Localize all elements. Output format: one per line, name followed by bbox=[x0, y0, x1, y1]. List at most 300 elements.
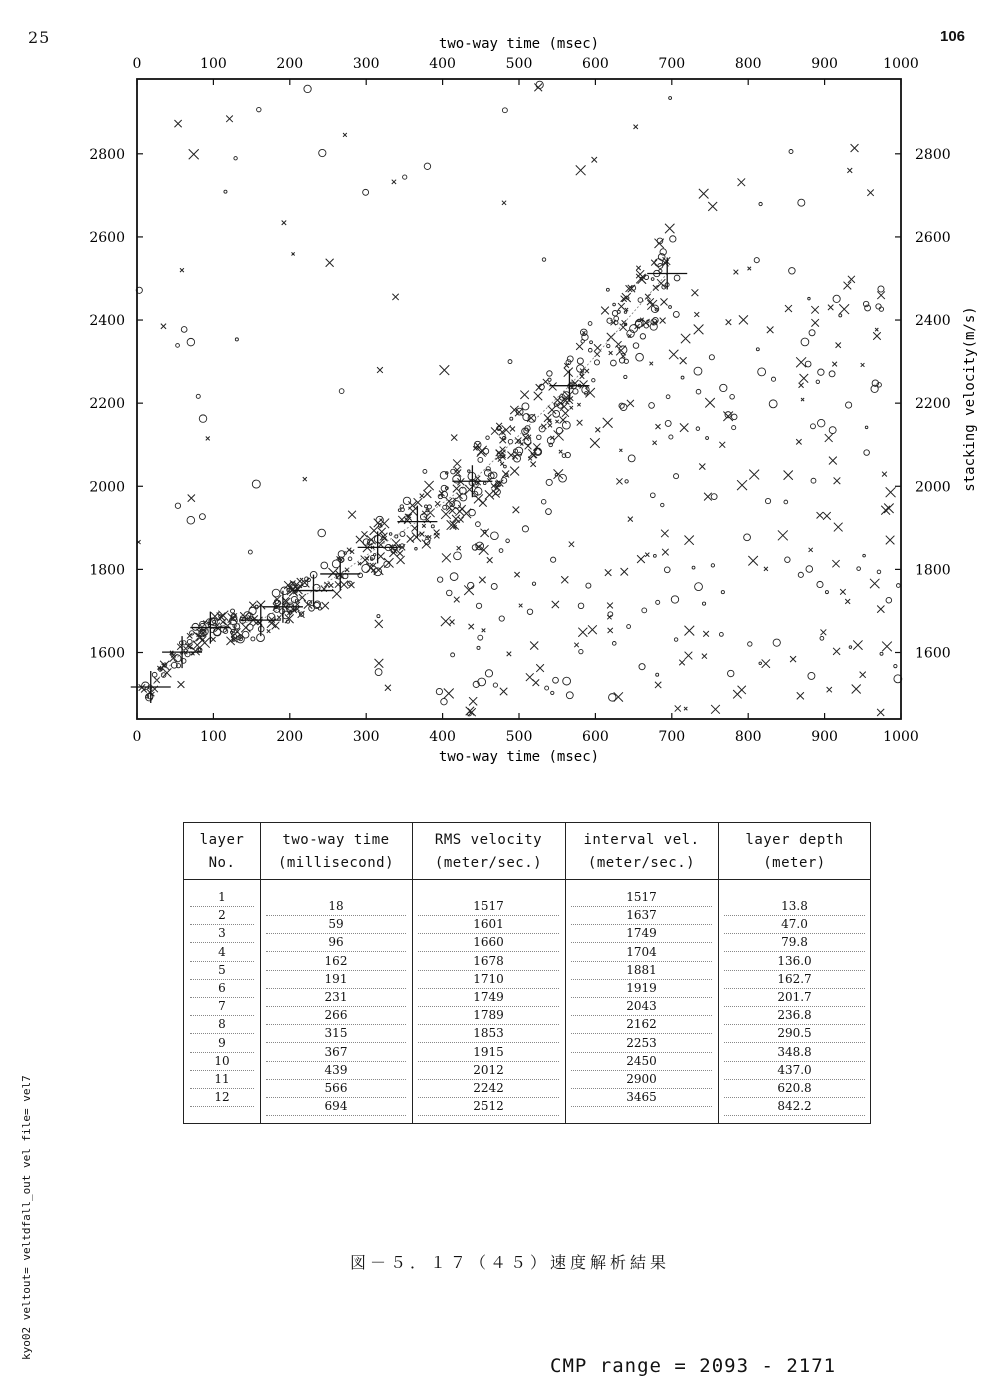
row-dotted-rule bbox=[724, 933, 865, 934]
semblance-marker bbox=[549, 383, 557, 391]
semblance-marker bbox=[548, 423, 552, 427]
semblance-marker bbox=[513, 506, 520, 513]
row-dotted-rule bbox=[418, 988, 559, 989]
y-tick-label: 2000 bbox=[89, 479, 125, 496]
table-cell-layers: 6 bbox=[218, 981, 226, 995]
semblance-marker bbox=[385, 685, 391, 691]
semblance-marker bbox=[886, 487, 896, 497]
semblance-marker bbox=[721, 591, 724, 594]
semblance-marker bbox=[704, 493, 712, 501]
semblance-marker bbox=[486, 436, 490, 440]
semblance-marker bbox=[226, 115, 233, 122]
x-tick-label: 1000 bbox=[883, 729, 919, 745]
semblance-marker bbox=[806, 566, 813, 573]
header-rms: RMS velocity (meter/sec.) bbox=[434, 832, 543, 871]
semblance-marker bbox=[464, 585, 474, 595]
semblance-marker bbox=[669, 97, 672, 100]
semblance-marker bbox=[592, 157, 597, 162]
semblance-marker bbox=[547, 371, 552, 376]
row-dotted-rule bbox=[266, 1006, 406, 1007]
semblance-marker bbox=[435, 501, 440, 506]
row-dotted-rule bbox=[190, 1052, 254, 1053]
semblance-marker bbox=[607, 603, 613, 609]
row-dotted-rule bbox=[190, 979, 254, 980]
semblance-marker bbox=[569, 542, 574, 547]
semblance-marker bbox=[694, 325, 704, 335]
semblance-marker bbox=[534, 84, 542, 92]
x-tick-label: 700 bbox=[658, 729, 686, 745]
semblance-marker bbox=[709, 355, 714, 360]
semblance-marker bbox=[423, 490, 431, 498]
row-dotted-rule bbox=[724, 951, 865, 952]
semblance-marker bbox=[450, 620, 455, 625]
semblance-marker bbox=[852, 684, 861, 693]
semblance-marker bbox=[530, 642, 538, 650]
semblance-marker bbox=[705, 398, 715, 408]
semblance-marker bbox=[586, 583, 591, 588]
semblance-marker bbox=[422, 511, 426, 515]
semblance-marker bbox=[554, 430, 564, 440]
row-dotted-rule bbox=[724, 915, 865, 916]
row-dotted-rule bbox=[724, 970, 865, 971]
x-tick-label: 0 bbox=[132, 56, 142, 72]
table-cell-times: 566 bbox=[324, 1081, 348, 1095]
semblance-marker bbox=[441, 698, 447, 704]
semblance-marker bbox=[392, 180, 396, 184]
row-dotted-rule bbox=[724, 1115, 865, 1116]
semblance-marker bbox=[703, 631, 709, 637]
row-dotted-rule bbox=[190, 1088, 254, 1089]
semblance-marker bbox=[343, 133, 347, 137]
row-dotted-rule bbox=[418, 1006, 559, 1007]
semblance-marker bbox=[326, 259, 334, 267]
semblance-marker bbox=[479, 577, 485, 583]
semblance-marker bbox=[834, 477, 841, 484]
semblance-marker bbox=[211, 637, 216, 642]
velocity-picks bbox=[131, 257, 687, 703]
semblance-marker bbox=[468, 470, 471, 473]
semblance-marker bbox=[576, 165, 586, 175]
semblance-marker bbox=[502, 108, 507, 113]
semblance-marker bbox=[673, 311, 679, 317]
semblance-marker bbox=[520, 391, 528, 399]
x-tick-label: 1000 bbox=[883, 56, 919, 72]
semblance-marker bbox=[510, 467, 519, 476]
semblance-marker bbox=[651, 278, 654, 281]
semblance-marker bbox=[877, 709, 884, 716]
semblance-marker bbox=[845, 599, 850, 604]
table-cell-times: 18 bbox=[328, 899, 344, 913]
semblance-marker bbox=[506, 539, 510, 543]
semblance-marker bbox=[857, 567, 861, 571]
semblance-marker bbox=[478, 635, 483, 640]
semblance-marker bbox=[796, 439, 801, 444]
x-tick-label: 900 bbox=[811, 729, 838, 745]
semblance-marker bbox=[785, 305, 792, 312]
semblance-marker bbox=[491, 427, 498, 434]
table-cell-depth: 620.8 bbox=[777, 1081, 812, 1095]
semblance-marker bbox=[851, 144, 859, 152]
table-cell-depth: 842.2 bbox=[777, 1099, 812, 1114]
semblance-marker bbox=[442, 553, 451, 562]
table-cell-times: 231 bbox=[324, 990, 348, 1004]
semblance-marker bbox=[674, 638, 678, 642]
semblance-marker bbox=[702, 602, 705, 605]
semblance-marker bbox=[799, 383, 804, 388]
semblance-marker bbox=[849, 646, 852, 649]
row-dotted-rule bbox=[571, 906, 712, 907]
row-dotted-rule bbox=[266, 1115, 406, 1116]
semblance-marker bbox=[450, 573, 458, 581]
semblance-marker bbox=[420, 532, 425, 537]
y-tick-label: 1600 bbox=[915, 645, 951, 662]
semblance-marker bbox=[639, 664, 645, 670]
row-dotted-rule bbox=[724, 1061, 865, 1062]
semblance-marker bbox=[823, 512, 831, 520]
semblance-marker bbox=[817, 512, 823, 518]
row-dotted-rule bbox=[724, 1042, 865, 1043]
semblance-marker bbox=[664, 567, 670, 573]
semblance-marker bbox=[267, 629, 271, 633]
semblance-marker bbox=[711, 494, 717, 500]
semblance-marker bbox=[730, 394, 735, 399]
semblance-marker bbox=[748, 556, 758, 566]
table-cell-depth: 201.7 bbox=[777, 990, 812, 1004]
table-cell-rms: 1710 bbox=[473, 971, 504, 986]
semblance-marker bbox=[502, 201, 506, 205]
semblance-marker bbox=[181, 327, 187, 333]
semblance-marker bbox=[711, 564, 714, 567]
semblance-marker bbox=[318, 607, 321, 610]
row-dotted-rule bbox=[190, 924, 254, 925]
semblance-marker bbox=[578, 603, 584, 609]
semblance-marker bbox=[680, 357, 687, 364]
row-dotted-rule bbox=[190, 961, 254, 962]
semblance-marker bbox=[187, 516, 195, 524]
semblance-marker bbox=[590, 438, 600, 448]
semblance-marker bbox=[811, 319, 819, 327]
semblance-marker bbox=[699, 189, 709, 199]
semblance-marker bbox=[829, 371, 835, 377]
semblance-marker bbox=[375, 669, 382, 676]
semblance-marker bbox=[662, 549, 669, 556]
semblance-marker bbox=[551, 691, 554, 694]
semblance-marker bbox=[174, 120, 181, 127]
semblance-marker bbox=[292, 252, 295, 255]
semblance-marker bbox=[348, 511, 356, 519]
semblance-marker bbox=[594, 360, 599, 365]
row-dotted-rule bbox=[724, 1079, 865, 1080]
table-cell-rms: 1517 bbox=[473, 899, 504, 913]
semblance-marker bbox=[477, 446, 486, 455]
semblance-marker bbox=[679, 660, 685, 666]
semblance-marker bbox=[605, 569, 612, 576]
figure-caption: 図－５．１７（４５）速度解析結果 bbox=[350, 1253, 671, 1272]
semblance-marker bbox=[304, 85, 311, 92]
semblance-marker bbox=[377, 367, 383, 373]
row-dotted-rule bbox=[190, 906, 254, 907]
semblance-marker bbox=[732, 414, 738, 420]
row-dotted-rule bbox=[418, 1042, 559, 1043]
semblance-marker bbox=[570, 406, 573, 409]
semblance-marker bbox=[739, 315, 748, 324]
semblance-marker bbox=[272, 622, 280, 630]
semblance-marker bbox=[621, 568, 628, 575]
semblance-marker bbox=[809, 330, 815, 336]
semblance-marker bbox=[870, 579, 879, 588]
semblance-marker bbox=[199, 514, 205, 520]
table-cell-depth: 437.0 bbox=[777, 1062, 812, 1077]
plot-frame bbox=[137, 79, 901, 719]
table-cell-interval: 1704 bbox=[626, 944, 657, 959]
semblance-marker bbox=[577, 358, 583, 364]
semblance-marker bbox=[651, 260, 657, 266]
semblance-marker bbox=[660, 318, 666, 324]
table-cell-rms: 1749 bbox=[473, 990, 504, 1004]
semblance-marker bbox=[375, 620, 383, 628]
row-dotted-rule bbox=[571, 1106, 712, 1107]
semblance-marker bbox=[574, 643, 578, 647]
semblance-marker bbox=[601, 307, 609, 315]
semblance-marker bbox=[594, 344, 601, 351]
semblance-marker bbox=[878, 286, 884, 292]
semblance-marker bbox=[446, 590, 452, 596]
table-cell-depth: 348.8 bbox=[777, 1044, 812, 1059]
table-cell-interval: 1517 bbox=[626, 890, 657, 904]
row-dotted-rule bbox=[571, 1052, 712, 1053]
semblance-marker bbox=[548, 406, 556, 414]
semblance-marker bbox=[624, 375, 627, 378]
semblance-marker bbox=[498, 458, 502, 462]
semblance-marker bbox=[455, 507, 464, 516]
semblance-marker bbox=[666, 395, 670, 399]
semblance-marker bbox=[356, 536, 363, 543]
semblance-marker bbox=[457, 546, 461, 550]
semblance-marker bbox=[544, 414, 552, 422]
header-depth: layer depth (meter) bbox=[745, 832, 844, 871]
semblance-marker bbox=[224, 190, 227, 193]
table-cell-layers: 1 bbox=[218, 890, 226, 904]
row-dotted-rule bbox=[266, 1097, 406, 1098]
semblance-marker bbox=[453, 459, 461, 467]
semblance-marker bbox=[638, 298, 643, 303]
semblance-marker bbox=[437, 577, 442, 582]
semblance-marker bbox=[711, 705, 720, 714]
semblance-marker bbox=[801, 398, 804, 401]
cmp-range: CMP range = 2093 - 2171 bbox=[550, 1355, 837, 1377]
x-tick-label: 200 bbox=[276, 729, 304, 745]
semblance-marker bbox=[798, 199, 805, 206]
row-dotted-rule bbox=[418, 1115, 559, 1116]
semblance-marker bbox=[726, 319, 732, 325]
semblance-marker bbox=[653, 285, 659, 291]
semblance-marker bbox=[319, 149, 326, 156]
semblance-marker bbox=[719, 632, 723, 636]
semblance-marker bbox=[759, 662, 762, 665]
semblance-marker bbox=[771, 377, 775, 381]
row-dotted-rule bbox=[418, 933, 559, 934]
x-tick-label: 400 bbox=[429, 729, 456, 745]
semblance-marker bbox=[817, 581, 823, 587]
semblance-marker bbox=[545, 686, 549, 690]
semblance-marker bbox=[702, 654, 707, 659]
semblance-marker bbox=[472, 545, 478, 551]
semblance-marker bbox=[469, 697, 477, 705]
semblance-marker bbox=[886, 536, 895, 545]
semblance-marker bbox=[424, 481, 433, 490]
semblance-marker bbox=[423, 469, 427, 473]
semblance-marker bbox=[588, 348, 592, 352]
semblance-marker bbox=[318, 529, 326, 537]
semblance-marker bbox=[363, 189, 369, 195]
x-tick-label: 600 bbox=[582, 729, 609, 745]
semblance-marker bbox=[375, 659, 384, 668]
semblance-marker bbox=[585, 369, 589, 373]
x-axis-label-top: two-way time (msec) bbox=[438, 36, 600, 52]
semblance-marker bbox=[645, 553, 649, 557]
semblance-marker bbox=[808, 672, 815, 679]
semblance-marker bbox=[412, 533, 421, 542]
semblance-marker bbox=[252, 480, 260, 488]
table-cell-depth: 162.7 bbox=[777, 971, 812, 986]
row-dotted-rule bbox=[571, 1088, 712, 1089]
semblance-marker bbox=[618, 303, 625, 310]
x-tick-label: 100 bbox=[200, 729, 227, 745]
row-dotted-rule bbox=[266, 933, 406, 934]
semblance-marker bbox=[820, 636, 824, 640]
semblance-marker bbox=[187, 338, 194, 345]
semblance-marker bbox=[510, 417, 513, 420]
semblance-marker bbox=[681, 376, 684, 379]
row-dotted-rule bbox=[571, 942, 712, 943]
semblance-marker bbox=[478, 457, 483, 462]
semblance-marker bbox=[507, 652, 512, 657]
semblance-marker bbox=[644, 323, 649, 328]
semblance-marker bbox=[684, 707, 687, 710]
side-annotation: kyo02 veltout= veltdfall_out vel file= vel7 bbox=[20, 1075, 33, 1360]
header-time: two-way time (millisecond) bbox=[277, 832, 395, 871]
semblance-marker bbox=[277, 616, 281, 620]
semblance-marker bbox=[606, 288, 609, 291]
semblance-marker bbox=[867, 189, 873, 195]
table-cell-depth: 47.0 bbox=[781, 917, 808, 932]
semblance-marker bbox=[821, 629, 827, 635]
semblance-marker bbox=[805, 361, 811, 367]
row-dotted-rule bbox=[266, 1061, 406, 1062]
semblance-marker bbox=[592, 379, 595, 382]
semblance-marker bbox=[608, 628, 613, 633]
semblance-marker bbox=[808, 297, 810, 299]
semblance-marker bbox=[649, 403, 655, 409]
semblance-marker bbox=[801, 338, 809, 346]
row-dotted-rule bbox=[571, 924, 712, 925]
semblance-marker bbox=[247, 624, 253, 630]
table-cell-layers: 7 bbox=[218, 999, 226, 1014]
semblance-marker bbox=[860, 672, 866, 678]
semblance-marker bbox=[196, 394, 200, 398]
semblance-marker bbox=[577, 403, 580, 406]
semblance-marker bbox=[178, 681, 185, 688]
semblance-marker bbox=[671, 596, 678, 603]
semblance-marker bbox=[669, 435, 673, 439]
x-tick-label: 900 bbox=[811, 56, 838, 72]
table-cell-layers: 2 bbox=[218, 908, 226, 923]
semblance-marker bbox=[485, 490, 494, 499]
page-number-right: 106 bbox=[940, 28, 966, 45]
semblance-marker bbox=[759, 202, 762, 205]
semblance-marker bbox=[422, 524, 426, 528]
semblance-marker bbox=[322, 602, 329, 609]
semblance-marker bbox=[431, 525, 434, 528]
semblance-marker bbox=[685, 652, 693, 660]
table-cell-layers: 9 bbox=[218, 1035, 226, 1050]
semblance-marker bbox=[785, 557, 790, 562]
semblance-marker bbox=[403, 497, 410, 504]
semblance-marker bbox=[811, 306, 818, 313]
semblance-marker bbox=[377, 615, 380, 618]
semblance-marker bbox=[694, 367, 702, 375]
semblance-marker bbox=[611, 360, 617, 366]
row-dotted-rule bbox=[571, 1015, 712, 1016]
x-tick-label: 600 bbox=[582, 56, 609, 72]
semblance-marker bbox=[748, 642, 752, 646]
semblance-marker bbox=[865, 426, 868, 429]
axis-ticks bbox=[89, 56, 950, 745]
semblance-marker bbox=[469, 624, 474, 629]
semblance-marker bbox=[798, 572, 803, 577]
semblance-marker bbox=[749, 470, 759, 480]
semblance-marker bbox=[877, 291, 885, 299]
row-dotted-rule bbox=[190, 997, 254, 998]
table-cell-interval: 1749 bbox=[626, 926, 657, 941]
semblance-marker bbox=[660, 298, 667, 305]
semblance-marker bbox=[816, 380, 819, 383]
semblance-marker bbox=[376, 516, 383, 523]
semblance-marker bbox=[633, 343, 639, 349]
semblance-marker bbox=[160, 661, 169, 670]
semblance-marker bbox=[818, 369, 824, 375]
table-cell-rms: 1853 bbox=[473, 1026, 504, 1041]
semblance-marker bbox=[675, 705, 681, 711]
semblance-marker bbox=[732, 426, 736, 430]
table-cell-times: 59 bbox=[328, 917, 344, 932]
semblance-marker bbox=[530, 461, 535, 466]
semblance-marker bbox=[863, 554, 866, 557]
table-cell-depth: 136.0 bbox=[777, 953, 812, 968]
semblance-marker bbox=[220, 619, 226, 625]
table-cell-times: 439 bbox=[324, 1062, 348, 1077]
row-dotted-rule bbox=[190, 1015, 254, 1016]
table-cell-rms: 2242 bbox=[473, 1081, 504, 1095]
semblance-marker bbox=[628, 455, 635, 462]
y-tick-label: 2000 bbox=[915, 479, 951, 496]
semblance-marker bbox=[420, 494, 424, 498]
semblance-marker bbox=[434, 529, 440, 535]
semblance-marker bbox=[428, 535, 431, 538]
semblance-marker bbox=[257, 107, 261, 111]
semblance-marker bbox=[881, 506, 890, 515]
table-cell-times: 315 bbox=[324, 1026, 348, 1041]
x-tick-label: 100 bbox=[200, 56, 227, 72]
semblance-marker bbox=[440, 365, 450, 375]
x-tick-label: 800 bbox=[734, 729, 762, 745]
table-cell-times: 191 bbox=[324, 971, 348, 986]
semblance-marker bbox=[811, 478, 816, 483]
semblance-marker bbox=[644, 275, 648, 279]
table-cell-rms: 1915 bbox=[473, 1044, 504, 1059]
table-cell-times: 367 bbox=[324, 1044, 348, 1059]
semblance-marker bbox=[719, 442, 725, 448]
